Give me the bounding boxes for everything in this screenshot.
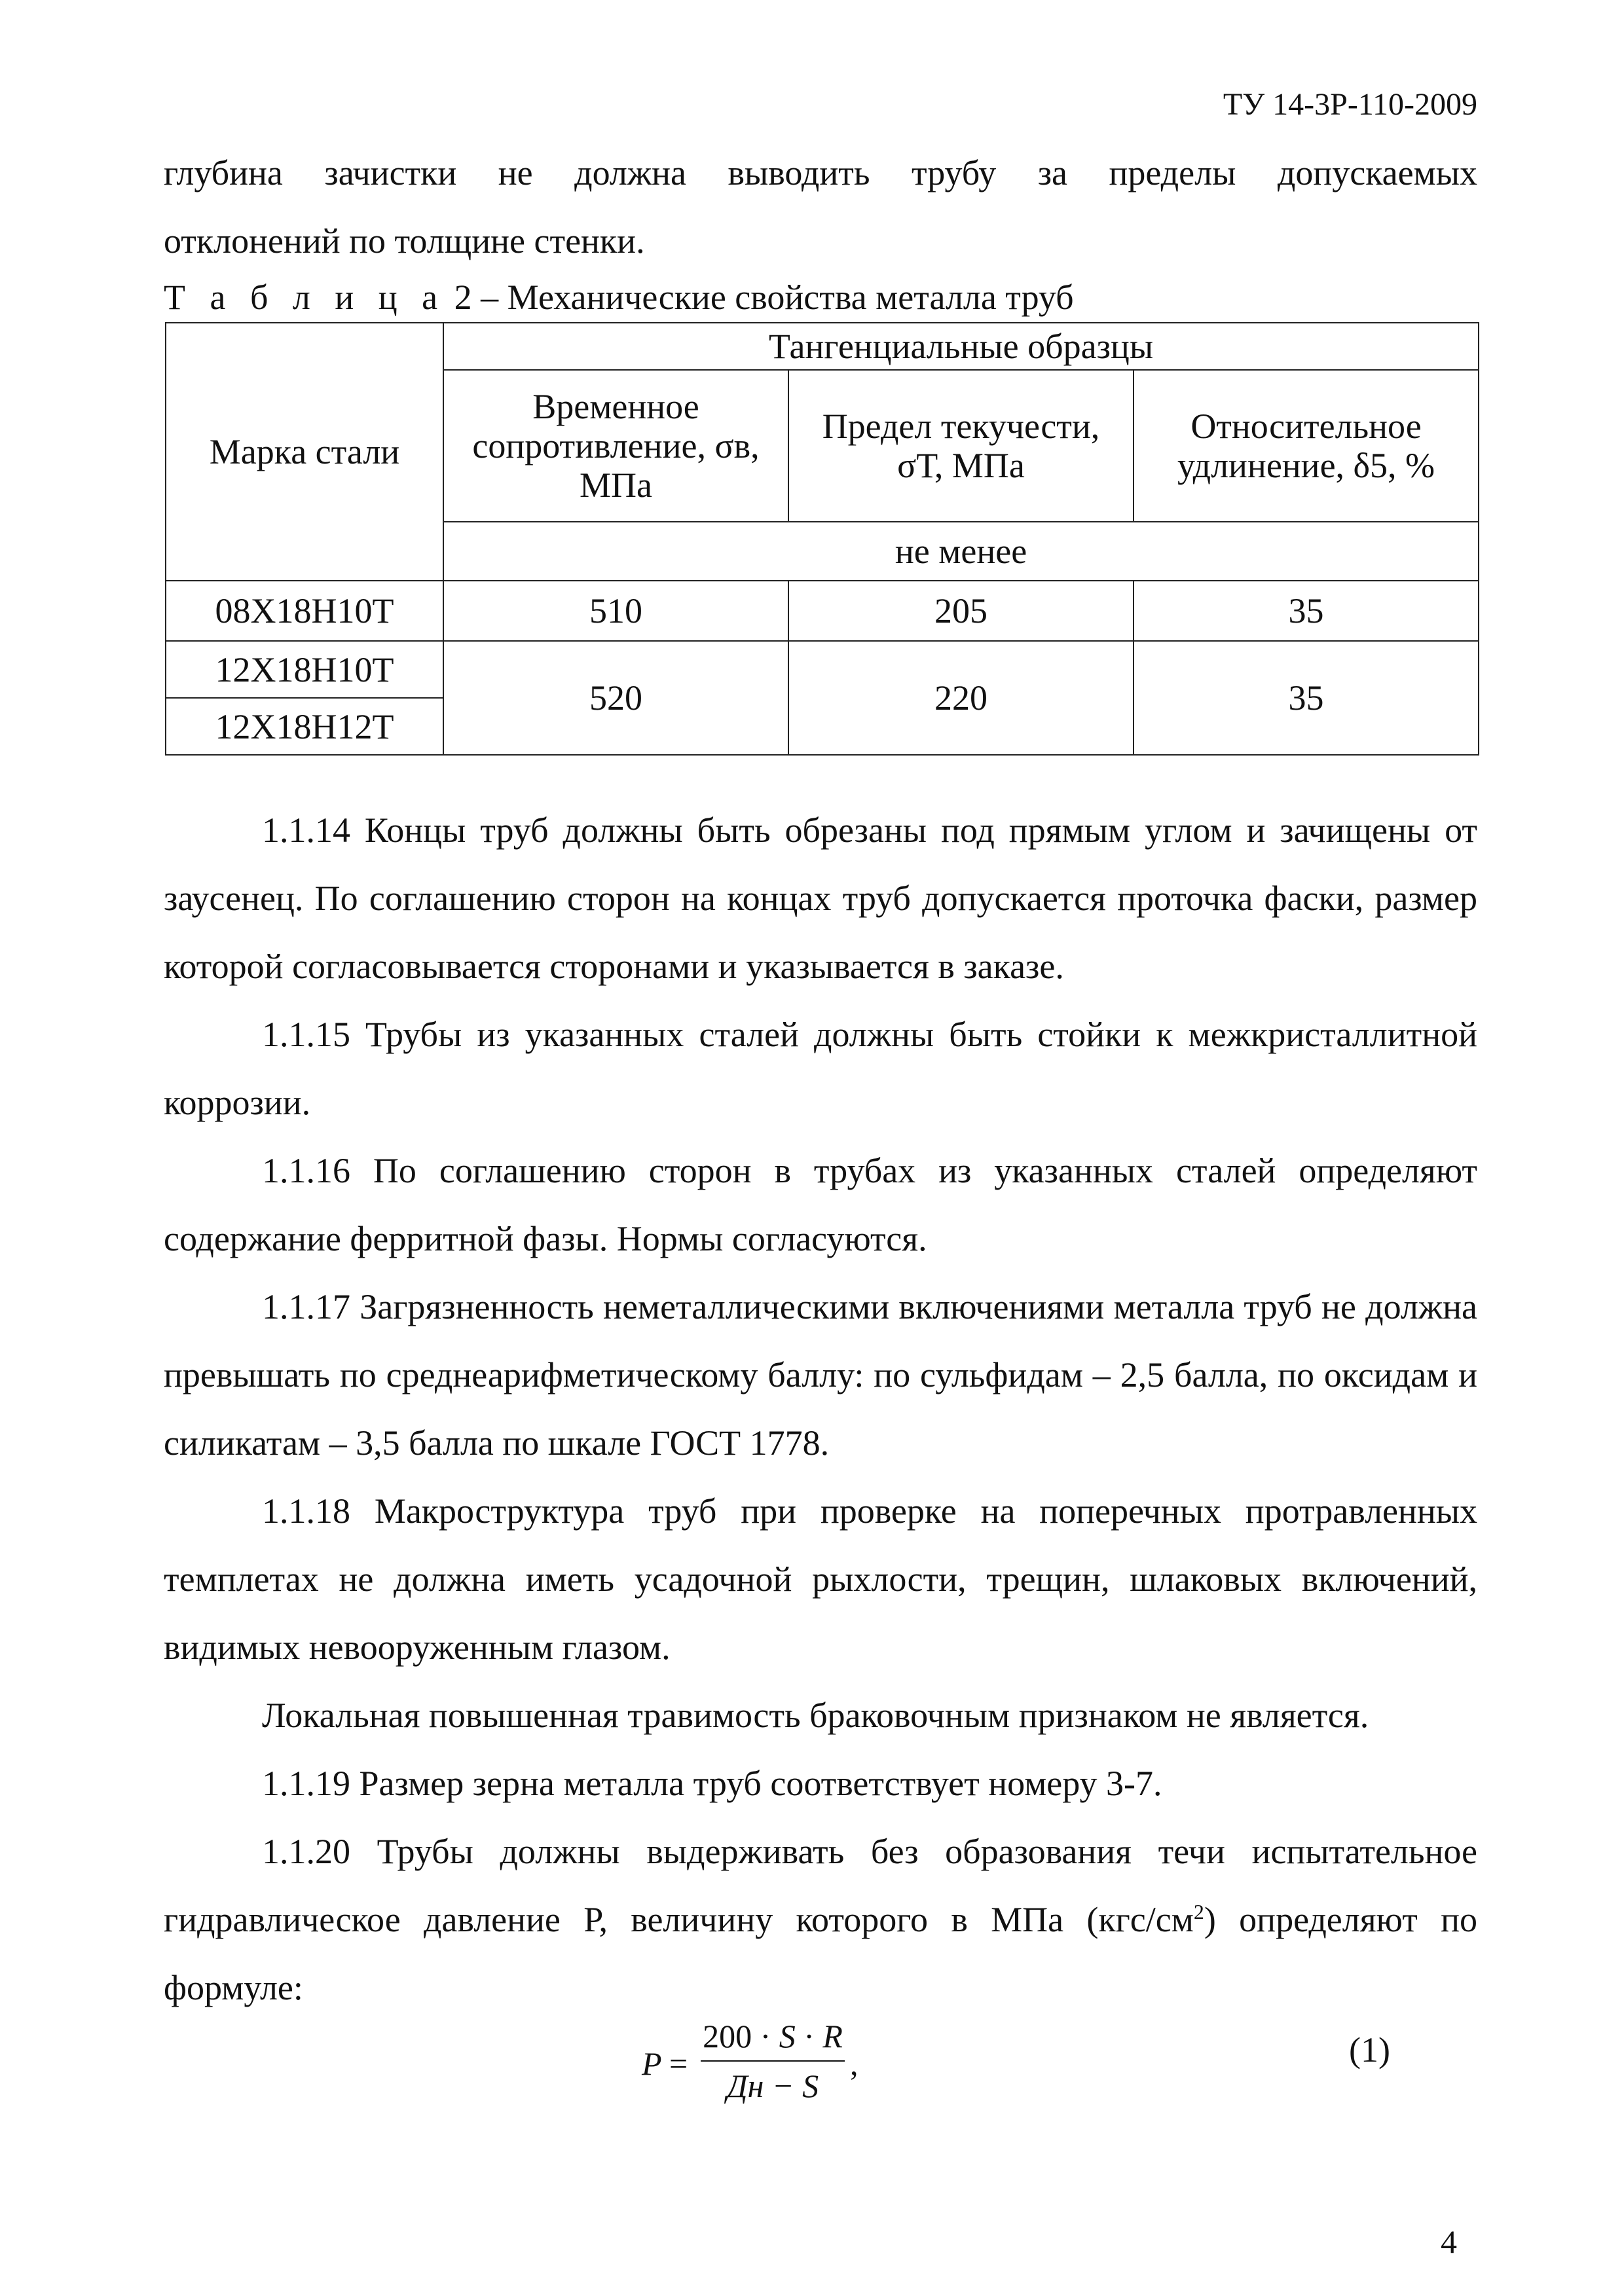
- formula-number: (1): [1349, 2030, 1390, 2069]
- paragraph-1-1-20-tail: ) определяют по формуле:: [164, 1900, 1477, 2007]
- paragraph-1-1-19: 1.1.19 Размер зерна металла труб соответствует номеру 3-7.: [262, 1764, 1162, 1803]
- table-caption: [164, 276, 1074, 318]
- tensile-cell: 520: [443, 641, 788, 755]
- minimum-label: не менее: [443, 522, 1479, 581]
- formula-comma: ,: [850, 2045, 858, 2082]
- paragraph-1-1-15: 1.1.15 Трубы из указанных сталей должны быть стойки к межкристаллитной коррозии.: [164, 1015, 1477, 1122]
- formula-fraction: [701, 2013, 845, 2109]
- yield-strength-header: Предел текучести, σТ, МПа: [788, 370, 1134, 522]
- paragraph-1-1-16: 1.1.16 По соглашению сторон в трубах из указанных сталей определяют содержание ферритной фазы. Нормы согласуются.: [164, 1151, 1477, 1258]
- formula-s: S: [779, 2018, 796, 2054]
- steel-grade-split-cell: [166, 641, 443, 755]
- table-caption-prefix: Т а б л и ц а: [164, 278, 446, 317]
- steel-grade-cell: 12Х18Н12Т: [166, 697, 443, 754]
- formula-r: R: [822, 2018, 843, 2054]
- paragraph-1-1-18: 1.1.18 Макроструктура труб при проверке на поперечных протравленных темплетах не должна иметь усадочной рыхлости, трещин, шлаковых включений, видимых невооруженным глазом.: [164, 1491, 1477, 1667]
- formula-equals: =: [669, 2045, 688, 2082]
- superscript-two: 2: [1193, 1900, 1204, 1923]
- steel-grade-header: Марка стали: [166, 323, 443, 581]
- elongation-cell: 35: [1134, 641, 1479, 755]
- page-number: 4: [1441, 2223, 1457, 2260]
- yield-cell: 220: [788, 641, 1134, 755]
- document-code: ТУ 14-3Р-110-2009: [1223, 87, 1477, 122]
- formula-lhs: P: [642, 2045, 662, 2082]
- table-row: [166, 641, 1479, 755]
- table-caption-title: – Механические свойства металла труб: [481, 278, 1074, 317]
- formula-numerator: [701, 2013, 845, 2059]
- paragraph-1-1-17: 1.1.17 Загрязненность неметаллическими включениями металла труб не должна превышать по среднеарифметическому баллу: по сульфидам – 2,5 балла, по оксидам и силикатам – 3,5 балла по шкале ГОСТ 1778.: [164, 1287, 1477, 1463]
- tensile-cell: 510: [443, 581, 788, 641]
- paragraph-local-etching: Локальная повышенная травимость браковочным признаком не является.: [262, 1696, 1369, 1735]
- formula-fraction-bar: [701, 2060, 845, 2062]
- group-header: Тангенциальные образцы: [443, 323, 1479, 370]
- tensile-strength-header: Временное сопротивление, σв, МПа: [443, 370, 788, 522]
- intro-line-2: отклонений по толщине стенки.: [164, 221, 645, 261]
- formula-denominator: Дн − S: [726, 2068, 819, 2104]
- pressure-formula: [642, 2013, 877, 2131]
- table-caption-number: 2: [454, 278, 472, 317]
- elongation-cell: 35: [1134, 581, 1479, 641]
- steel-grade-cell: 12Х18Н10Т: [215, 649, 394, 689]
- paragraph-1-1-20-text: 1.1.20 Трубы должны выдерживать без образования течи испытательное гидравлическое давление Р, величину которого в МПа (кгс/см: [164, 1832, 1477, 1939]
- elongation-header: Относительное удлинение, δ5, %: [1134, 370, 1479, 522]
- paragraph-1-1-14: 1.1.14 Концы труб должны быть обрезаны под прямым углом и зачищены от заусенец. По соглашению сторон на концах труб допускается проточка фаски, размер которой согласовывается сторонами и указывается в заказе.: [164, 811, 1477, 986]
- paragraph-1-1-20: [164, 1817, 1477, 2022]
- intro-line-1: глубина зачистки не должна выводить трубу за пределы допускаемых: [164, 153, 1477, 192]
- formula-dot: ·: [795, 2018, 823, 2054]
- formula-coefficient: 200 ·: [703, 2018, 779, 2054]
- yield-cell: 205: [788, 581, 1134, 641]
- table-row: [166, 581, 1479, 641]
- steel-grade-cell: 08Х18Н10Т: [166, 581, 443, 641]
- mechanical-properties-table: [165, 322, 1479, 756]
